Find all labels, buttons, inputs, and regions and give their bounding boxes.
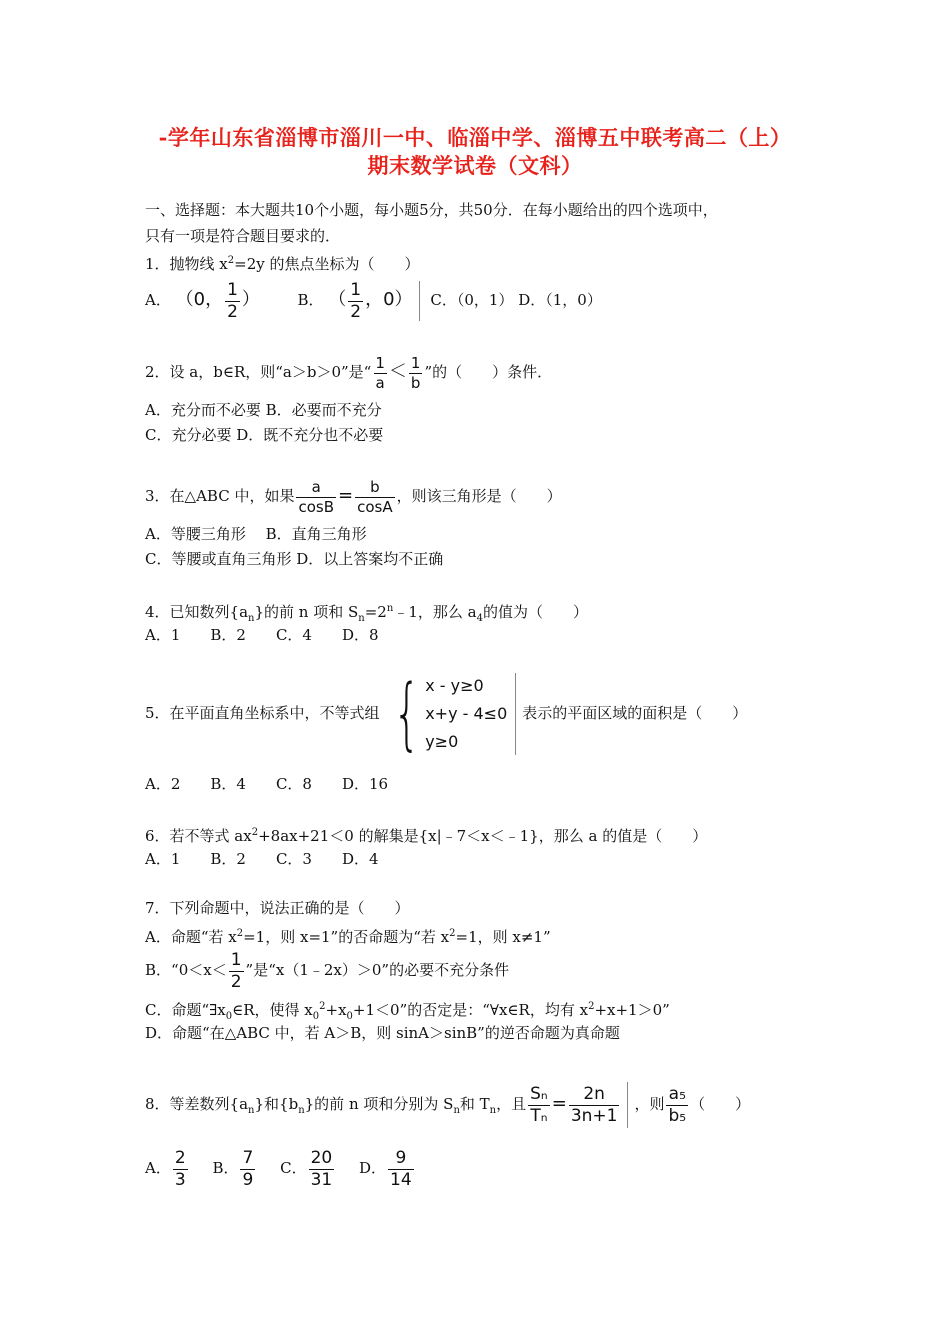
q1-stem: 1．抛物线 $x^2=2y$ 的焦点坐标为（ ） [145, 255, 420, 273]
q2-options-2: C．充分必要 D．既不充分也不必要 [145, 426, 384, 444]
q4-stem: 4．已知数列$\{a_n\}$的前 n 项和 $S_n=2^n﹣1$，那么 $a_4$的值为（ ） [145, 603, 588, 624]
q3-options-2: C．等腰或直角三角形 D．以上答案均不正确 [145, 550, 444, 568]
q5-stem: 5．在平面直角坐标系中，不等式组 { x - y≥0 x+y - 4≤0 y≥0 表示的平面区域的面积是（ ） [145, 669, 748, 759]
q5-options: A．2 B．4 C．8 D．16 [145, 775, 389, 793]
q2-stem: 2．设 a，b∈R，则“a＞b＞0”是“ $\frac{1}{a}$ ＜ $\frac{1}{b}$ ”的（ ）条件． [145, 353, 553, 392]
q2-options-1: A．充分而不必要 B．必要而不充分 [145, 401, 382, 419]
inequality-system: { x - y≥0 x+y - 4≤0 y≥0 [392, 669, 508, 759]
q1-option-c: C．（0，1） [430, 291, 514, 309]
title-line-2: 期末数学试卷（文科） [367, 153, 583, 178]
q7-option-c: C．命题“$\exists x_0\in R$，使得 $x_0^2+x_0+1<0$”的否定是：“∀x∈R，均有 $x^2+x+1>0$” [145, 1001, 670, 1022]
q1-options: A． （0， $\frac{1}{2}$ ） B． （ $\frac{1}{2}$ ，0） C．（0，1） D．（1，0） [145, 279, 602, 322]
q1-option-a-label: A． [145, 291, 171, 309]
q3-options-1: A．等腰三角形 B．直角三角形 [145, 525, 367, 543]
q3-stem: 3．在△ABC 中，如果 $\frac{a}{\cos B}$ = $\frac{b}{\cos A}$ ，则该三角形是（ ） [145, 477, 562, 516]
q7-option-b: B．“0＜x＜ $\frac{1}{2}$ ”是“x（1﹣2x）＞0”的必要不充分条件 [145, 949, 510, 992]
section-instructions-2: 只有一项是符合题目要求的． [145, 227, 341, 245]
q8-options: A． $\frac{2}{3}$ B． $\frac{7}{9}$ C． $\frac{20}{31}$ D． $\frac{9}{14}$ [145, 1147, 412, 1190]
q6-stem: 6．若不等式 $ax^2+8ax+21<0$ 的解集是{x|﹣7＜x＜﹣1}，那么 a 的值是（ ） [145, 827, 708, 845]
q8-stem: 8．等差数列$\{a_n\}$和$\{b_n\}$的前 n 项和分别为 $S_n$和 $T_n$，且 $\frac{\text{Sₙ}}{\text{Tₙ}}$ = $\frac{2n}{3n+1}$ ，则 $\frac{\text{a₅}}{\text{b₅}}$ （ ） [145, 1080, 750, 1135]
q1-option-b-label: B． [297, 291, 324, 309]
q6-options: A．1 B．2 C．3 D．4 [145, 850, 379, 868]
q4-options: A．1 B．2 C．4 D．8 [145, 626, 379, 644]
q7-stem: 7．下列命题中，说法正确的是（ ） [145, 899, 410, 917]
title-line-1: -学年山东省淄博市淄川一中、临淄中学、淄博五中联考高二（上） [158, 125, 792, 150]
section-instructions-1: 一、选择题：本大题共10个小题，每小题5分，共50分．在每小题给出的四个选项中， [145, 201, 718, 219]
q1-option-d: D．（1，0） [518, 291, 602, 309]
q7-option-a: A．命题“若 $x^2=1$，则 x=1”的否命题为“若 $x^2=1$，则 x≠1” [145, 928, 551, 946]
q7-option-d: D．命题“在△ABC 中，若 A＞B，则 sinA＞sinB”的逆否命题为真命题 [145, 1024, 620, 1042]
